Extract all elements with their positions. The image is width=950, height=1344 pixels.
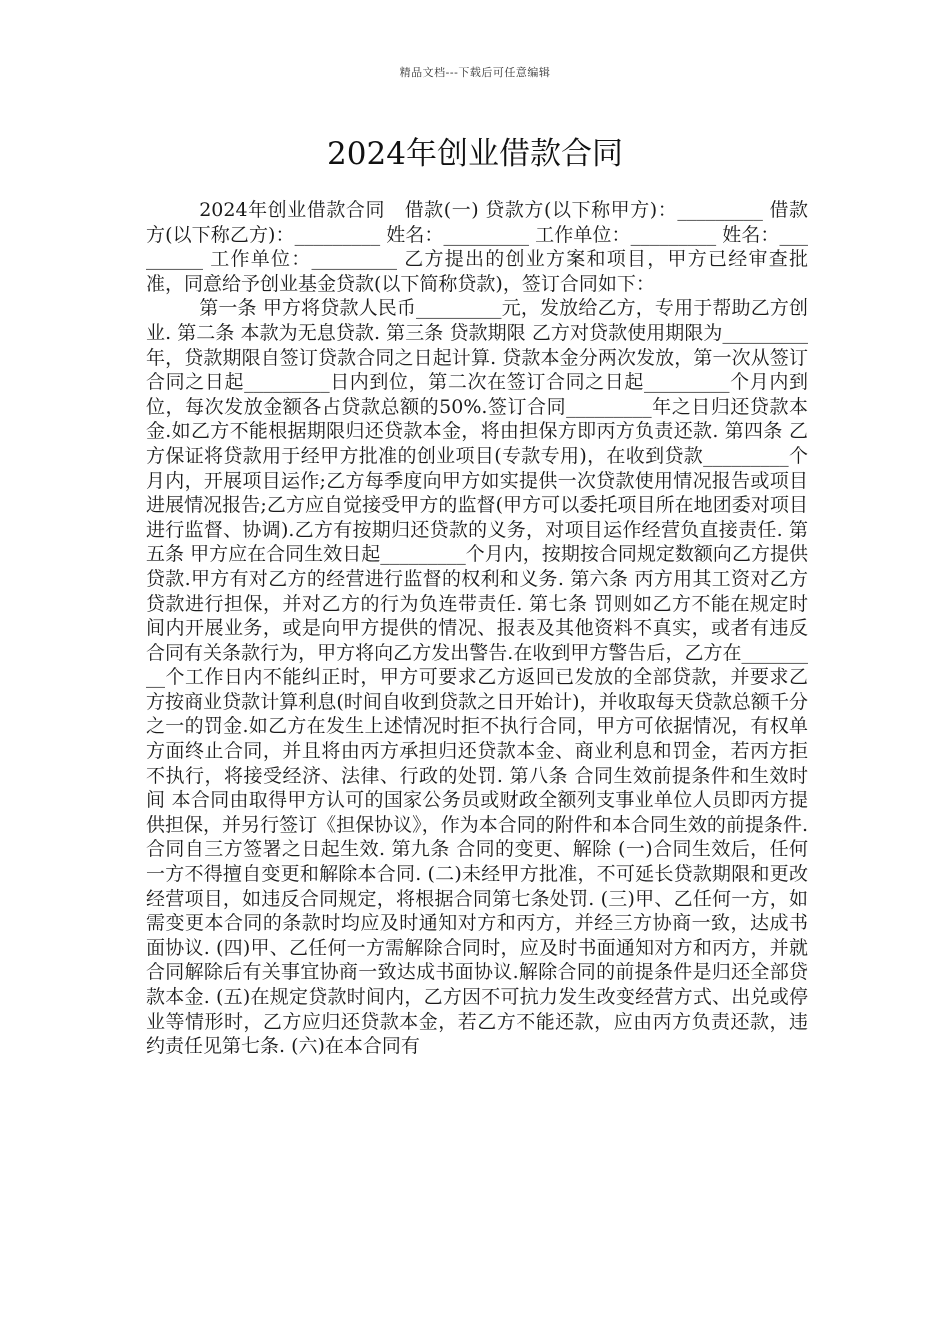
paragraph-articles: 第一条 甲方将贷款人民币_________元，发放给乙方，专用于帮助乙方创业. 第二条 本款为无息贷款. 第三条 贷款期限 乙方对贷款使用期限为_________年，贷款期限自签订贷款合同之日起计算. 贷款本金分两次发放，第一次从签订合同之日起_________日内到位，第二次在签订合同之日起_________个月内到位，每次发放金额各占贷款总额的50%.签订合同_________年之日归还贷款本金.如乙方不能根据期限归还贷款本金，将由担保方即丙方负责还款. 第四条 乙方保证将贷款用于经甲方批准的创业项目(专款专用)，在收到贷款_________个月内，开展项目运作;乙方每季度向甲方如实提供一次贷款使用情况报告或项目进展情况报告;乙方应自觉接受甲方的监督(甲方可以委托项目所在地团委对项目进行监督、协调).乙方有按期归还贷款的义务，对项目运作经营负直接责任. 第五条 甲方应在合同生效日起_________个月内，按期按合同规定数额向乙方提供贷款.甲方有对乙方的经营进行监督的权利和义务. 第六条 丙方用其工资对乙方贷款进行担保，并对乙方的行为负连带责任. 第七条 罚则如乙方不能在规定时间内开展业务，或是向甲方提供的情况、报表及其他资料不真实，或者有违反合同有关条款行为，甲方将向乙方发出警告.在收到甲方警告后，乙方在_________个工作日内不能纠正时，甲方可要求乙方返回已发放的全部贷款，并要求乙方按商业贷款计算利息(时间自收到贷款之日开始计)，并收取每天贷款总额千分之一的罚金.如乙方在发生上述情况时拒不执行合同，甲方可依据情况，有权单方面终止合同，并且将由丙方承担归还贷款本金、商业利息和罚金，若丙方拒不执行，将接受经济、法律、行政的处罚. 第八条 合同生效前提条件和生效时间 本合同由取得甲方认可的国家公务员或财政全额列支事业单位人员即丙方提供担保，并另行签订《担保协议》，作为本合同的附件和本合同生效的前提条件.合同自三方签署之日起生效. 第九条 合同的变更、解除 (一)合同生效后，任何一方不得擅自变更和解除本合同. (二)未经甲方批准，不可延长贷款期限和更改经营项目，如违反合同规定，将根据合同第七条处罚. (三)甲、乙任何一方，如需变更本合同的条款时均应及时通知对方和丙方，并经三方协商一致，达成书面协议. (四)甲、乙任何一方需解除合同时，应及时书面通知对方和丙方，并就合同解除后有关事宜协商一致达成书面协议.解除合同的前提条件是归还全部贷款本金. (五)在规定贷款时间内，乙方因不可抗力发生改变经营方式、出兑或停业等情形时，乙方应归还贷款本金，若乙方不能还款，应由丙方负责还款，违约责任见第七条. (六)在本合同有	[146, 297, 808, 1058]
document-title: 2024年创业借款合同	[327, 136, 623, 172]
page-header	[0, 64, 950, 80]
document-body	[146, 198, 808, 1059]
paragraph-intro: 2024年创业借款合同 借款(一) 贷款方(以下称甲方)：_________ 借款方(以下称乙方)：_________ 姓名：_________ 工作单位：_________ 姓名：_________ 工作单位：_________ 乙方提出的创业方案和项目，甲方已经审查批准，同意给予创业基金贷款(以下简称贷款)，签订合同如下：	[146, 199, 808, 295]
page-header-text: 精品文档---下载后可任意编辑	[399, 66, 551, 79]
